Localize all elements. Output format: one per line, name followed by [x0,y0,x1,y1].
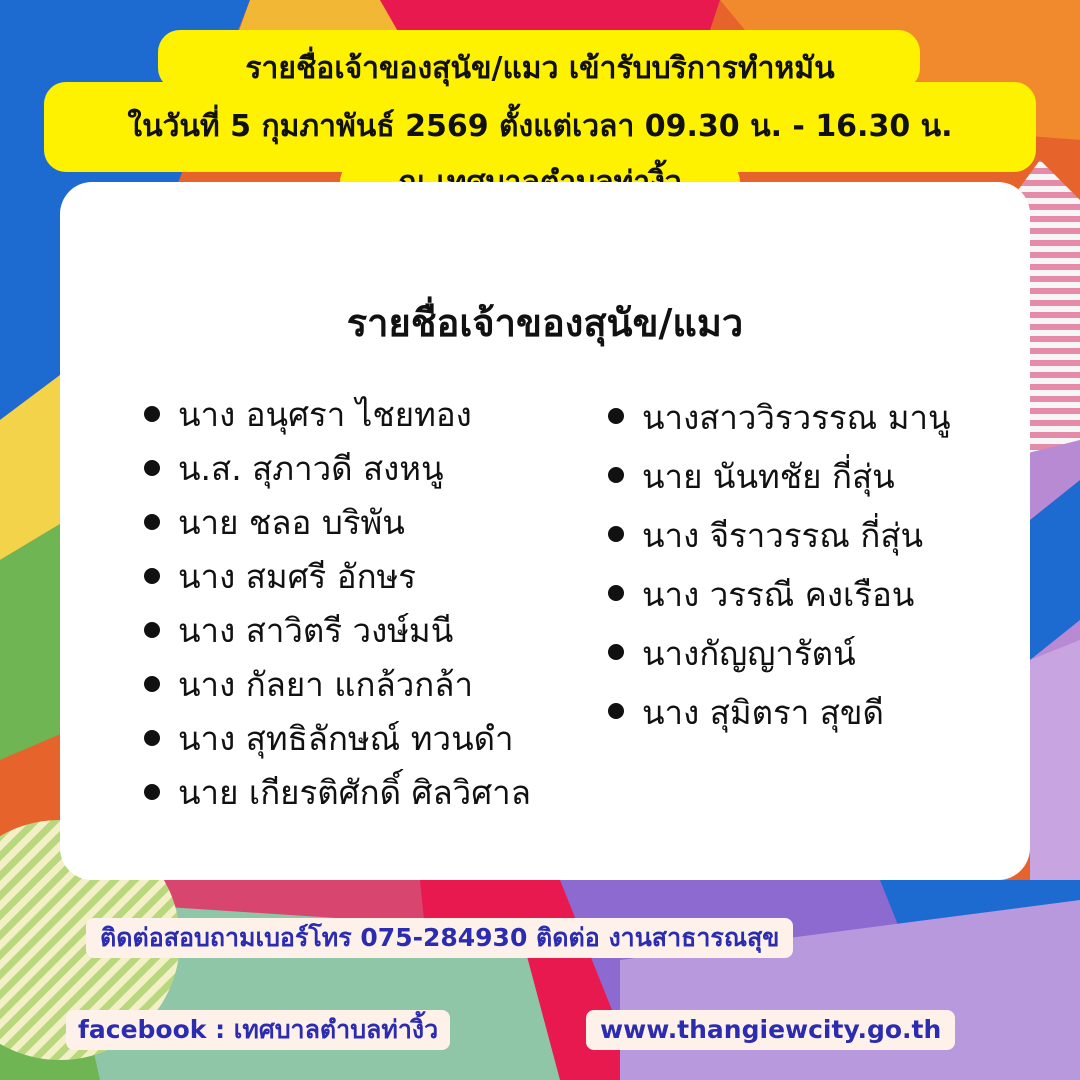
owner-name: นาง สมศรี อักษร [178,557,417,596]
bullet-icon [144,460,160,476]
list-item [604,388,951,447]
bullet-icon [144,622,160,638]
list-item [140,712,531,766]
owner-name: นางสาววิรวรรณ มานู [642,398,951,437]
title-line-1: รายชื่อเจ้าของสุนัข/แมว เข้ารับบริการทำหมัน [245,51,835,86]
owner-list-right [604,388,951,742]
list-item [140,550,531,604]
owner-name: นาง วรรณี คงเรือน [642,575,915,614]
list-item [140,658,531,712]
owner-name: นาง สาวิตรี วงษ์มนี [178,611,454,650]
owner-name: นาง กัลยา แกล้วกล้า [178,665,473,704]
owner-name: นางกัญญารัตน์ [642,634,856,673]
contact-phone-text: ติดต่อสอบถามเบอร์โทร 075-284930 ติดต่อ งานสาธารณสุข [86,918,793,958]
owner-name: นาง จีราวรรณ กี่สุ่น [642,516,924,555]
list-item [604,447,951,506]
bullet-icon [144,784,160,800]
bullet-icon [144,730,160,746]
list-item [604,565,951,624]
list-item [604,624,951,683]
owner-name: นาง สุทธิลักษณ์ ทวนดำ [178,719,514,758]
bullet-icon [144,514,160,530]
owner-name: นาย เกียรติศักดิ์ ศิลวิศาล [178,773,531,812]
list-item [140,604,531,658]
owner-name: นาง สุมิตรา สุขดี [642,693,884,732]
owner-name: นาง อนุศรา ไชยทอง [178,395,472,434]
list-item [140,442,531,496]
facebook-link[interactable]: facebook : เทศบาลตำบลท่างิ้ว [66,1010,450,1050]
title-line-2: ในวันที่ 5 กุมภาพันธ์ 2569 ตั้งแต่เวลา 09.30 น. - 16.30 น. [127,109,953,144]
bullet-icon [608,408,624,424]
bullet-icon [608,467,624,483]
list-item [604,683,951,742]
list-item [140,388,531,442]
bullet-icon [608,585,624,601]
website-link[interactable]: www.thangiewcity.go.th [586,1010,955,1050]
list-heading: รายชื่อเจ้าของสุนัข/แมว [346,301,744,345]
list-item [604,506,951,565]
list-item [140,496,531,550]
bullet-icon [144,568,160,584]
bullet-icon [144,676,160,692]
bullet-icon [144,406,160,422]
list-item [140,766,531,820]
owner-list-left [140,388,531,820]
owner-name: น.ส. สุภาวดี สงหนู [178,449,444,488]
bullet-icon [608,644,624,660]
owner-name: นาย นันทชัย กี่สุ่น [642,457,895,496]
bullet-icon [608,526,624,542]
owner-name: นาย ชลอ บริพัน [178,503,405,542]
bullet-icon [608,703,624,719]
